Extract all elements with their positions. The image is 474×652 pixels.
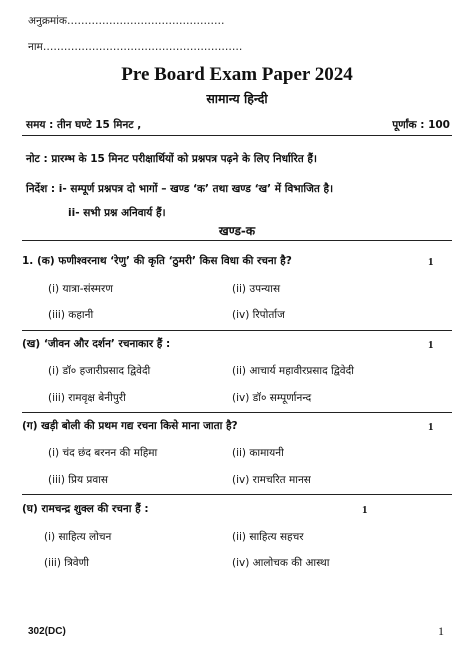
instruction-line-1: निर्देश : i- सम्पूर्ण प्रश्नपत्र दो भागों – खण्ड ‘क’ तथा खण्ड ‘ख’ में विभाजित है।	[26, 183, 334, 195]
question-marks: 1	[362, 504, 368, 516]
option-text: (iv) डॉ० सम्पूर्णानन्द	[232, 392, 312, 404]
page-number: 1	[438, 624, 444, 638]
question-marks: 1	[428, 256, 434, 268]
option-text: (i) चंद छंद बरनन की महिमा	[48, 447, 158, 459]
page-title: Pre Board Exam Paper 2024	[121, 64, 353, 85]
question-divider	[22, 412, 452, 413]
option-text: (iii) रामवृक्ष बेनीपुरी	[48, 392, 126, 404]
question-text: (ग) खड़ी बोली की प्रथम गद्य रचना किसे माना जाता है?	[22, 420, 238, 432]
option-text: (ii) कामायनी	[232, 447, 284, 459]
option-text: (iii) त्रिवेणी	[44, 557, 89, 569]
header-divider	[22, 135, 452, 136]
section-heading: खण्ड-क	[218, 224, 256, 238]
option-text: (ii) आचार्य महावीरप्रसाद द्विवेदी	[232, 365, 354, 377]
page-subtitle: सामान्य हिन्दी	[206, 91, 268, 106]
question-marks: 1	[428, 339, 434, 351]
total-marks: पूर्णांक : 100	[392, 119, 450, 131]
paper-code: 302(DC)	[28, 626, 66, 637]
option-text: (iii) प्रिय प्रवास	[48, 474, 109, 486]
section-divider	[22, 240, 452, 241]
option-text: (iv) रामचरित मानस	[232, 474, 311, 486]
option-text: (ii) उपन्यास	[232, 283, 281, 295]
option-text: (i) यात्रा-संस्मरण	[48, 283, 113, 295]
note-text: नोट : प्रारम्भ के 15 मिनट परीक्षार्थियों को प्रश्नपत्र पढ़ने के लिए निर्धारित हैं।	[26, 153, 317, 165]
instruction-line-2: ii- सभी प्रश्न अनिवार्य हैं।	[68, 207, 166, 219]
question-marks: 1	[428, 421, 434, 433]
exam-time: समय : तीन घण्टे 15 मिनट ,	[26, 119, 142, 131]
question-text: 1. (क) फणीश्वरनाथ ‘रेणु’ की कृति ‘ठुमरी’ किस विधा की रचना है?	[22, 255, 292, 267]
question-text: (ख) ‘जीवन और दर्शन’ रचनाकार हैं :	[22, 338, 171, 350]
question-divider	[22, 330, 452, 331]
option-text: (ii) साहित्य सहचर	[232, 531, 304, 543]
option-text: (iv) आलोचक की आस्था	[232, 557, 330, 569]
name-line: नाम…………………………………………………	[28, 41, 243, 53]
roll-number-line: अनुक्रमांक………………………………………	[28, 15, 225, 27]
option-text: (i) डॉ० हजारीप्रसाद द्विवेदी	[48, 365, 151, 377]
question-divider	[22, 494, 452, 495]
option-text: (iv) रिपोर्ताज	[232, 309, 285, 321]
question-text: (घ) रामचन्द्र शुक्ल की रचना हैं :	[22, 503, 149, 515]
option-text: (i) साहित्य लोचन	[44, 531, 112, 543]
option-text: (iii) कहानी	[48, 309, 94, 321]
